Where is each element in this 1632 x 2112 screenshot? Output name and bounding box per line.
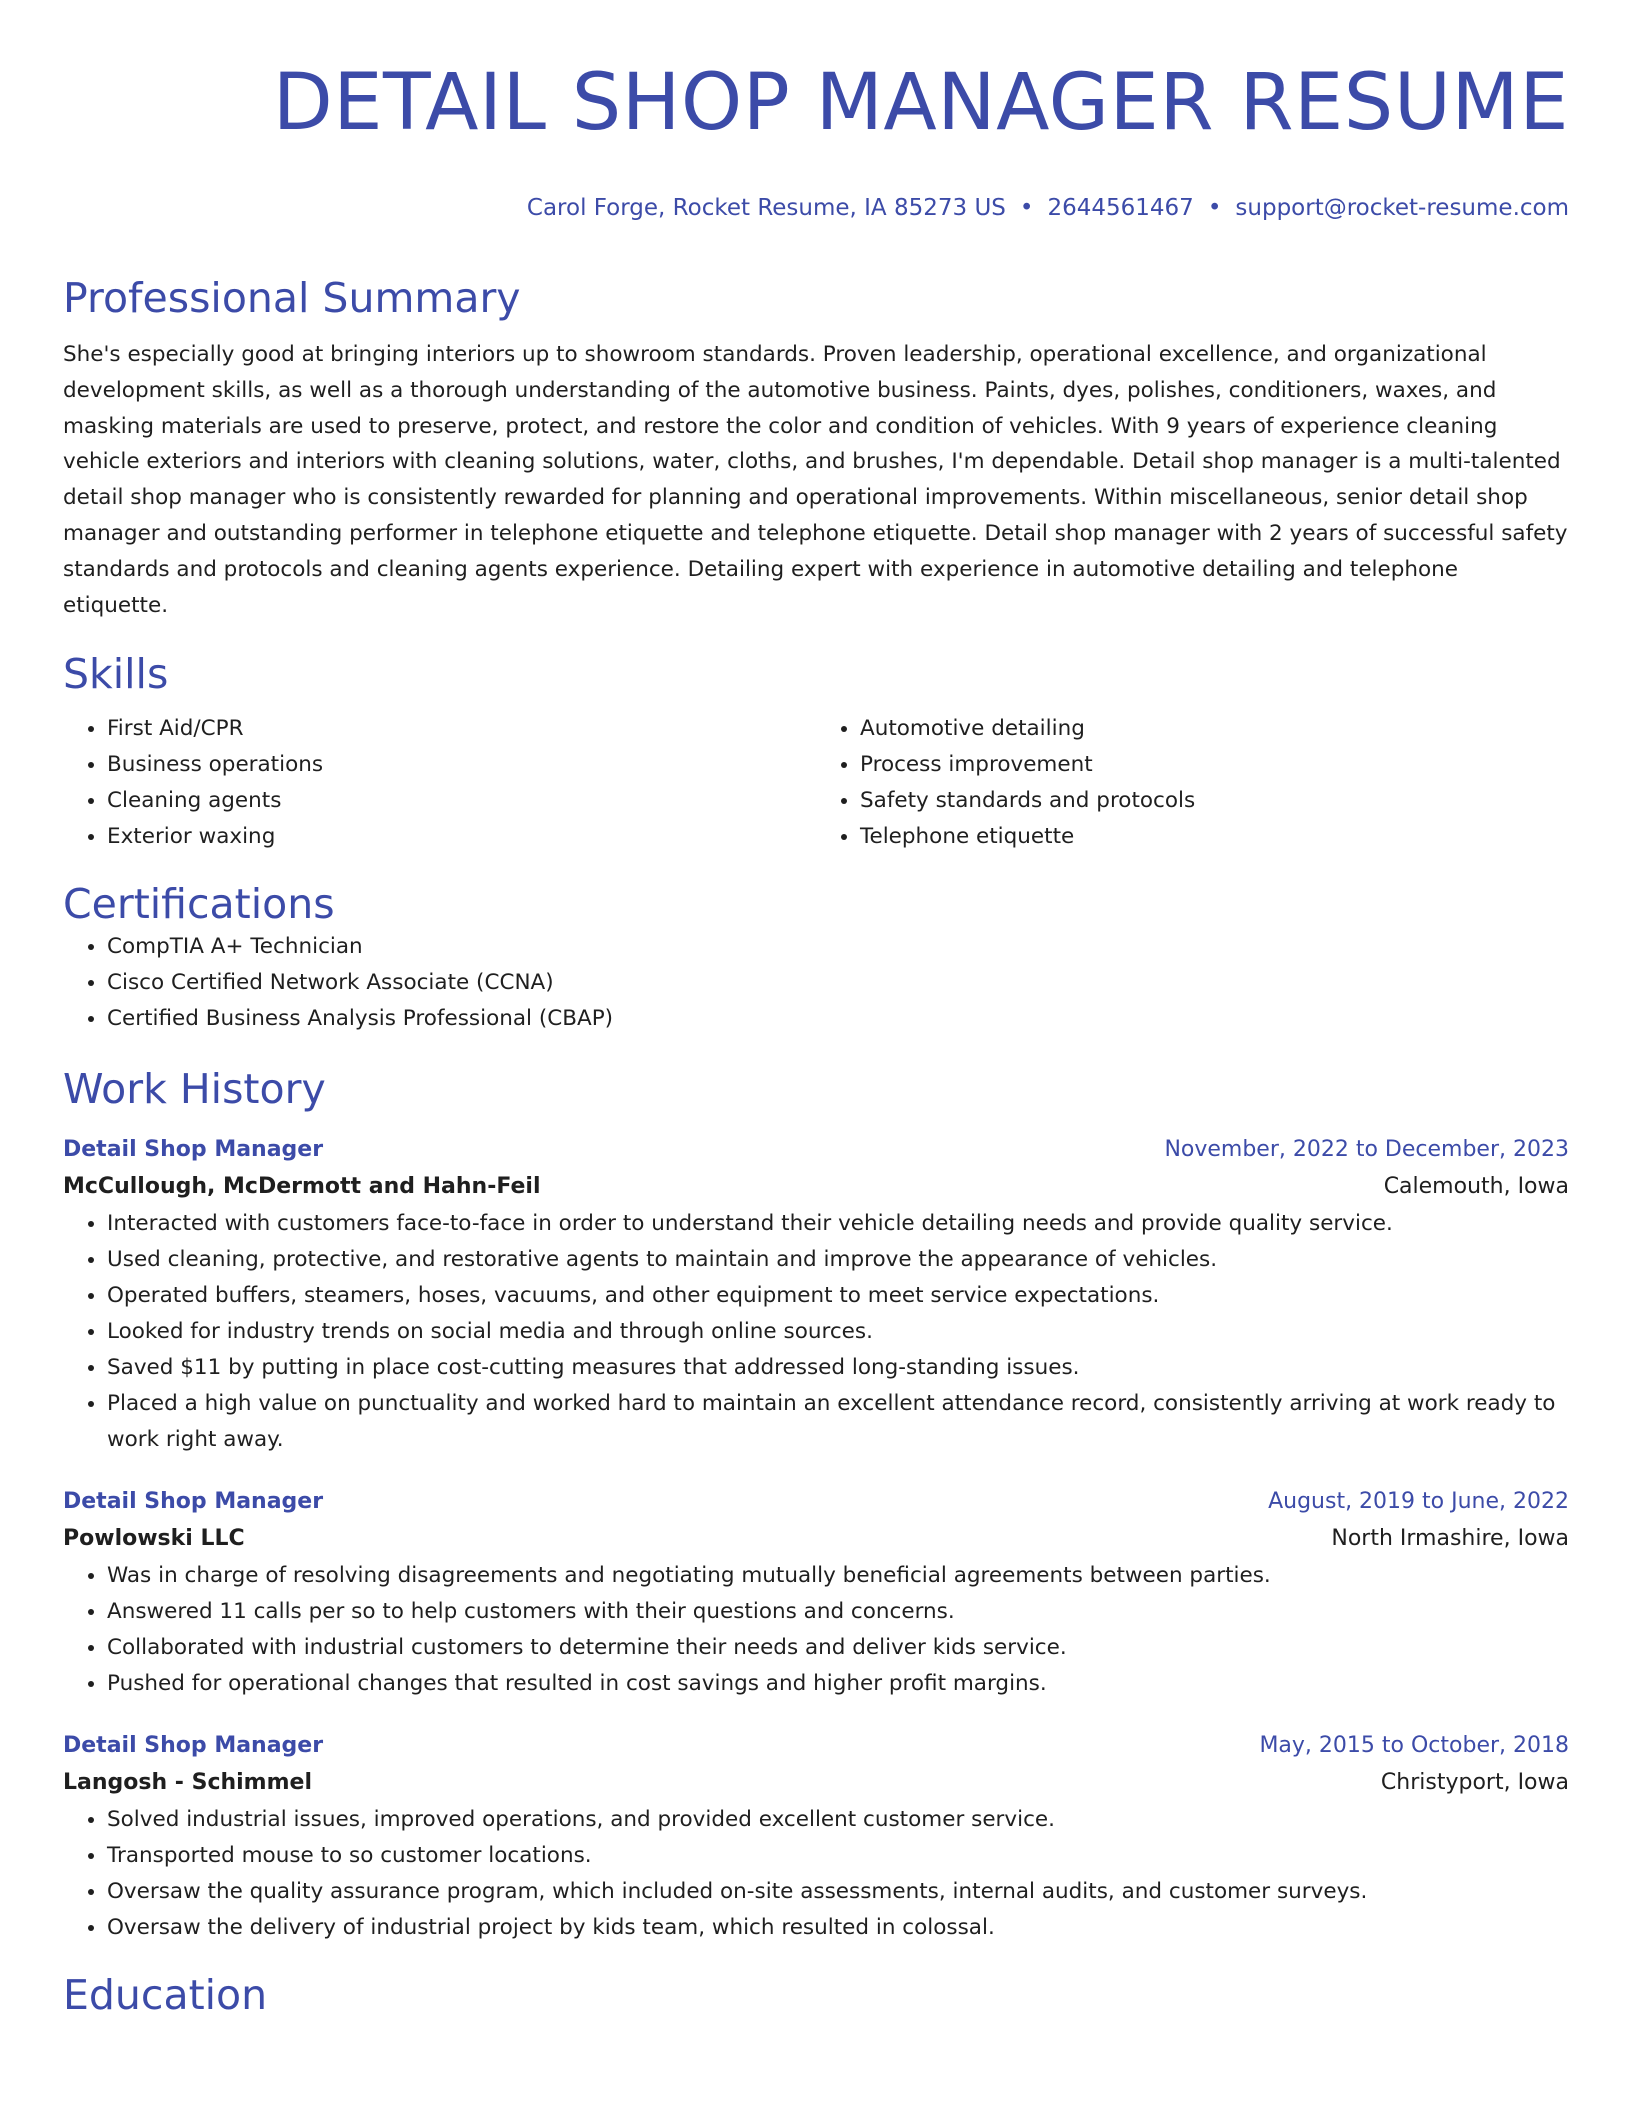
job-bullet: • Operated buffers, steamers, hoses, vacuums, and other equipment to meet service expectations. (107, 1278, 1569, 1314)
job-bullets (63, 1558, 1569, 1702)
skills-list-left (63, 711, 816, 855)
job-bullet: • Looked for industry trends on social media and through online sources. (107, 1314, 1569, 1350)
job-header-row (63, 1132, 1569, 1168)
job-company-row (63, 1520, 1569, 1558)
job-header-row (63, 1484, 1569, 1520)
skills-heading: Skills (63, 650, 169, 699)
job-location: Calemouth, Iowa (1383, 1174, 1569, 1200)
skill-item: • Automotive detailing (860, 711, 1569, 747)
contact-email[interactable]: support@rocket-resume.com (1235, 195, 1569, 221)
contact-line (63, 193, 1569, 223)
education-heading: Education (63, 1971, 268, 2020)
job-dates: November, 2022 to December, 2023 (1164, 1137, 1569, 1163)
contact-phone: 2644561467 (1047, 195, 1194, 221)
resume-title: DETAIL SHOP MANAGER RESUME (272, 58, 1569, 148)
skill-item: • Cleaning agents (107, 783, 816, 819)
skill-item: • Safety standards and protocols (860, 783, 1569, 819)
job-bullet: • Was in charge of resolving disagreements and negotiating mutually beneficial agreements between parties. (107, 1558, 1569, 1594)
job-dates: August, 2019 to June, 2022 (1268, 1489, 1569, 1515)
skill-item: • Exterior waxing (107, 819, 816, 855)
job-company: McCullough, McDermott and Hahn-Feil (63, 1174, 541, 1200)
job-bullet: • Interacted with customers face-to-face in order to understand their vehicle detailing needs and provide quality service. (107, 1206, 1569, 1242)
certifications-list (63, 929, 1569, 1037)
contact-address: Carol Forge, Rocket Resume, IA 85273 US (526, 195, 1006, 221)
work-history-heading: Work History (63, 1065, 326, 1114)
job-company: Langosh - Schimmel (63, 1770, 312, 1796)
summary-heading: Professional Summary (63, 274, 521, 322)
job-bullets (63, 1206, 1569, 1458)
job-company: Powlowski LLC (63, 1526, 245, 1552)
job-entry (63, 1484, 1569, 1702)
certification-item: • Cisco Certified Network Associate (CCNA) (107, 965, 1569, 1001)
job-bullet: • Placed a high value on punctuality and worked hard to maintain an excellent attendance record, consistently arriving at work ready to work right away. (107, 1386, 1569, 1458)
contact-separator: • (1207, 195, 1222, 221)
job-bullet: • Used cleaning, protective, and restorative agents to maintain and improve the appearance of vehicles. (107, 1242, 1569, 1278)
contact-separator: • (1019, 195, 1034, 221)
job-bullet: • Collaborated with industrial customers to determine their needs and deliver kids service. (107, 1630, 1569, 1666)
certification-item: • CompTIA A+ Technician (107, 929, 1569, 965)
job-bullets (63, 1802, 1569, 1946)
skill-item: • Business operations (107, 747, 816, 783)
job-entry (63, 1132, 1569, 1458)
certifications-heading: Certifications (63, 880, 335, 929)
job-bullet: • Answered 11 calls per so to help customers with their questions and concerns. (107, 1594, 1569, 1630)
skill-item: • Process improvement (860, 747, 1569, 783)
job-bullet: • Oversaw the quality assurance program, which included on-site assessments, internal audits, and customer surveys. (107, 1874, 1569, 1910)
skill-item: • First Aid/CPR (107, 711, 816, 747)
job-bullet: • Saved $11 by putting in place cost-cutting measures that addressed long-standing issues. (107, 1350, 1569, 1386)
job-header-row (63, 1728, 1569, 1764)
job-company-row (63, 1764, 1569, 1802)
job-bullet: • Solved industrial issues, improved operations, and provided excellent customer service. (107, 1802, 1569, 1838)
job-location: Christyport, Iowa (1380, 1770, 1569, 1796)
job-entry (63, 1728, 1569, 1946)
job-bullet: • Transported mouse to so customer locations. (107, 1838, 1569, 1874)
job-dates: May, 2015 to October, 2018 (1259, 1733, 1569, 1759)
job-title: Detail Shop Manager (63, 1733, 324, 1759)
certification-item: • Certified Business Analysis Professional (CBAP) (107, 1001, 1569, 1037)
job-location: North Irmashire, Iowa (1331, 1526, 1569, 1552)
summary-text: She's especially good at bringing interiors up to showroom standards. Proven leadership, operational excellence, and organizational development skills, as well as a thorough understanding of the automotive business. Paints, dyes, polishes, conditioners, waxes, and masking materials are used to preserve, protect, and restore the color and condition of vehicles. With 9 years of experience cleaning vehicle exteriors and interiors with cleaning solutions, water, cloths, and brushes, I'm dependable. Detail shop manager is a multi-talented detail shop manager who is consistently rewarded for planning and operational improvements. Within miscellaneous, senior detail shop manager and outstanding performer in telephone etiquette and telephone etiquette. Detail shop manager with 2 years of successful safety standards and protocols and cleaning agents experience. Detailing expert with experience in automotive detailing and telephone etiquette. (63, 342, 1568, 618)
skills-grid (63, 711, 1569, 855)
skill-item: • Telephone etiquette (860, 819, 1569, 855)
job-title: Detail Shop Manager (63, 1489, 324, 1515)
job-bullet: • Pushed for operational changes that resulted in cost savings and higher profit margins. (107, 1666, 1569, 1702)
skills-list-right (816, 711, 1569, 855)
job-bullet: • Oversaw the delivery of industrial project by kids team, which resulted in colossal. (107, 1910, 1569, 1946)
job-company-row (63, 1168, 1569, 1206)
job-title: Detail Shop Manager (63, 1137, 324, 1163)
